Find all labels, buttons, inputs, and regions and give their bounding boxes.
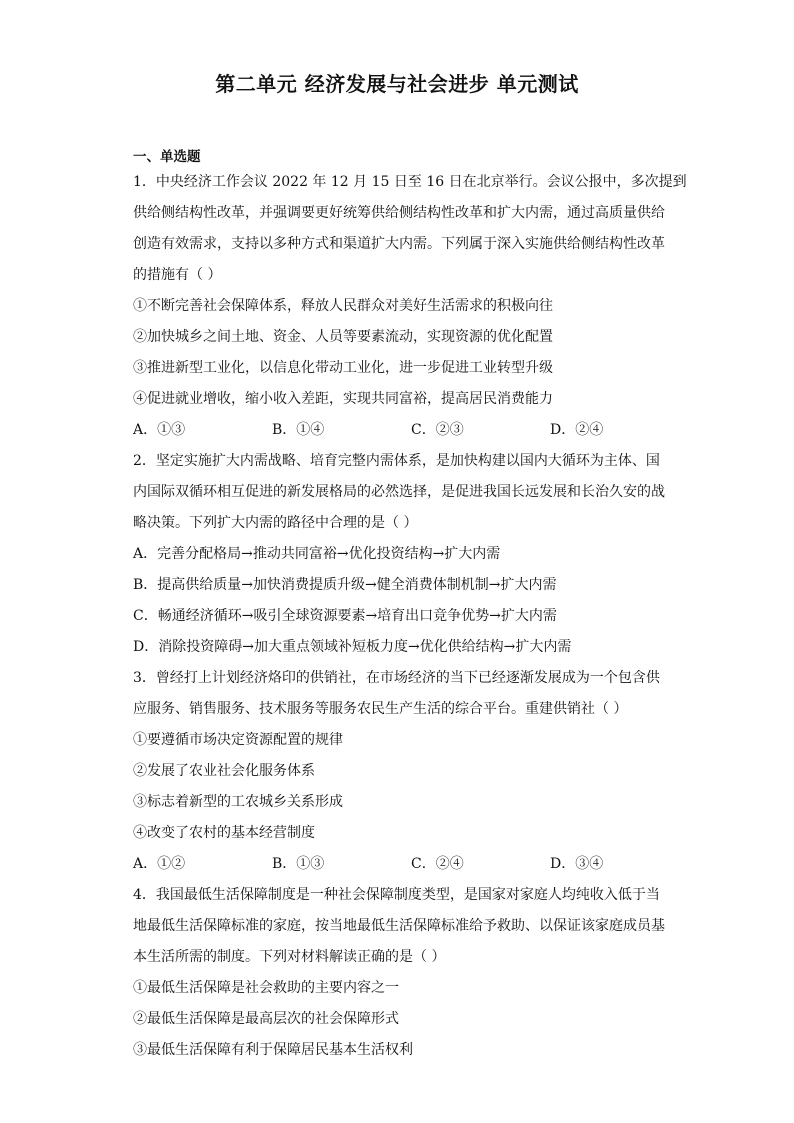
question-1: [133, 167, 687, 446]
question-stem-line: 略决策。下列扩大内需的路径中合理的是（ ）: [133, 515, 418, 531]
statement-item: ②发展了农业社会化服务体系: [133, 763, 315, 779]
option-c: C．②③: [411, 422, 464, 438]
statement-item: ①最低生活保障是社会救助的主要内容之一: [133, 980, 399, 996]
question-stem-line: 的措施有（ ）: [133, 267, 222, 283]
answer-options: [133, 415, 665, 446]
question-stem-line: 内国际双循环相互促进的新发展格局的必然选择，是促进我国长远发展和长治久安的战: [133, 484, 665, 500]
option-a: A．①③: [133, 422, 186, 438]
option-b: B．提高供给质量→加快消费提质升级→健全消费体制机制→扩大内需: [133, 577, 557, 593]
option-b: B．①④: [272, 422, 325, 438]
option-d: D．②④: [550, 422, 604, 438]
statement-item: ②最低生活保障是最高层次的社会保障形式: [133, 1011, 399, 1027]
question-stem-line: 地最低生活保障标准的家庭，按当地最低生活保障标准给予救助、以保证该家庭成员基: [133, 918, 665, 934]
statement-item: ①要遵循市场决定资源配置的规律: [133, 732, 343, 748]
option-a: A．①②: [133, 856, 186, 872]
option-c: C．畅通经济循环→吸引全球资源要素→培育出口竞争优势→扩大内需: [133, 608, 557, 624]
option-c: C．②④: [411, 856, 464, 872]
option-d: D．消除投资障碍→加大重点领域补短板力度→优化供给结构→扩大内需: [133, 639, 572, 655]
question-stem-line: 本生活所需的制度。下列对材料解读正确的是（ ）: [133, 949, 446, 965]
document-title: 第二单元 经济发展与社会进步 单元测试: [215, 72, 579, 96]
section-heading: 一、单选题: [133, 149, 201, 165]
statement-item: ②加快城乡之间土地、资金、人员等要素流动，实现资源的优化配置: [133, 329, 553, 345]
statement-item: ③标志着新型的工农城乡关系形成: [133, 794, 343, 810]
question-2: [133, 446, 665, 663]
statement-item: ④改变了农村的基本经营制度: [133, 825, 315, 841]
statement-item: ④促进就业增收，缩小收入差距，实现共同富裕，提高居民消费能力: [133, 391, 553, 407]
question-stem-line: 3．曾经打上计划经济烙印的供销社，在市场经济的当下已经逐渐发展成为一个包含供: [133, 670, 660, 686]
question-list: [133, 167, 687, 1066]
option-a: A．完善分配格局→推动共同富裕→优化投资结构→扩大内需: [133, 546, 501, 562]
question-4: [133, 880, 665, 1066]
statement-item: ③最低生活保障有利于保障居民基本生活权利: [133, 1042, 413, 1058]
question-stem-line: 1．中央经济工作会议 2022 年 12 月 15 日至 16 日在北京举行。会议公报中，多次提到: [133, 174, 687, 190]
question-3: [133, 663, 665, 880]
question-stem-line: 供给侧结构性改革，并强调要更好统筹供给侧结构性改革和扩大内需，通过高质量供给: [133, 205, 665, 221]
question-stem-line: 2．坚定实施扩大内需战略、培育完整内需体系，是加快构建以国内大循环为主体、国: [133, 453, 660, 469]
statement-item: ①不断完善社会保障体系，释放人民群众对美好生活需求的积极向往: [133, 298, 553, 314]
option-b: B．①③: [272, 856, 325, 872]
option-d: D．③④: [550, 856, 604, 872]
question-stem-line: 创造有效需求，支持以多种方式和渠道扩大内需。下列属于深入实施供给侧结构性改革: [133, 236, 665, 252]
statement-item: ③推进新型工业化，以信息化带动工业化，进一步促进工业转型升级: [133, 360, 553, 376]
question-stem-line: 4．我国最低生活保障制度是一种社会保障制度类型，是国家对家庭人均纯收入低于当: [133, 887, 660, 903]
question-stem-line: 应服务、销售服务、技术服务等服务农民生产生活的综合平台。重建供销社（ ）: [133, 701, 628, 717]
answer-options: [133, 849, 665, 880]
